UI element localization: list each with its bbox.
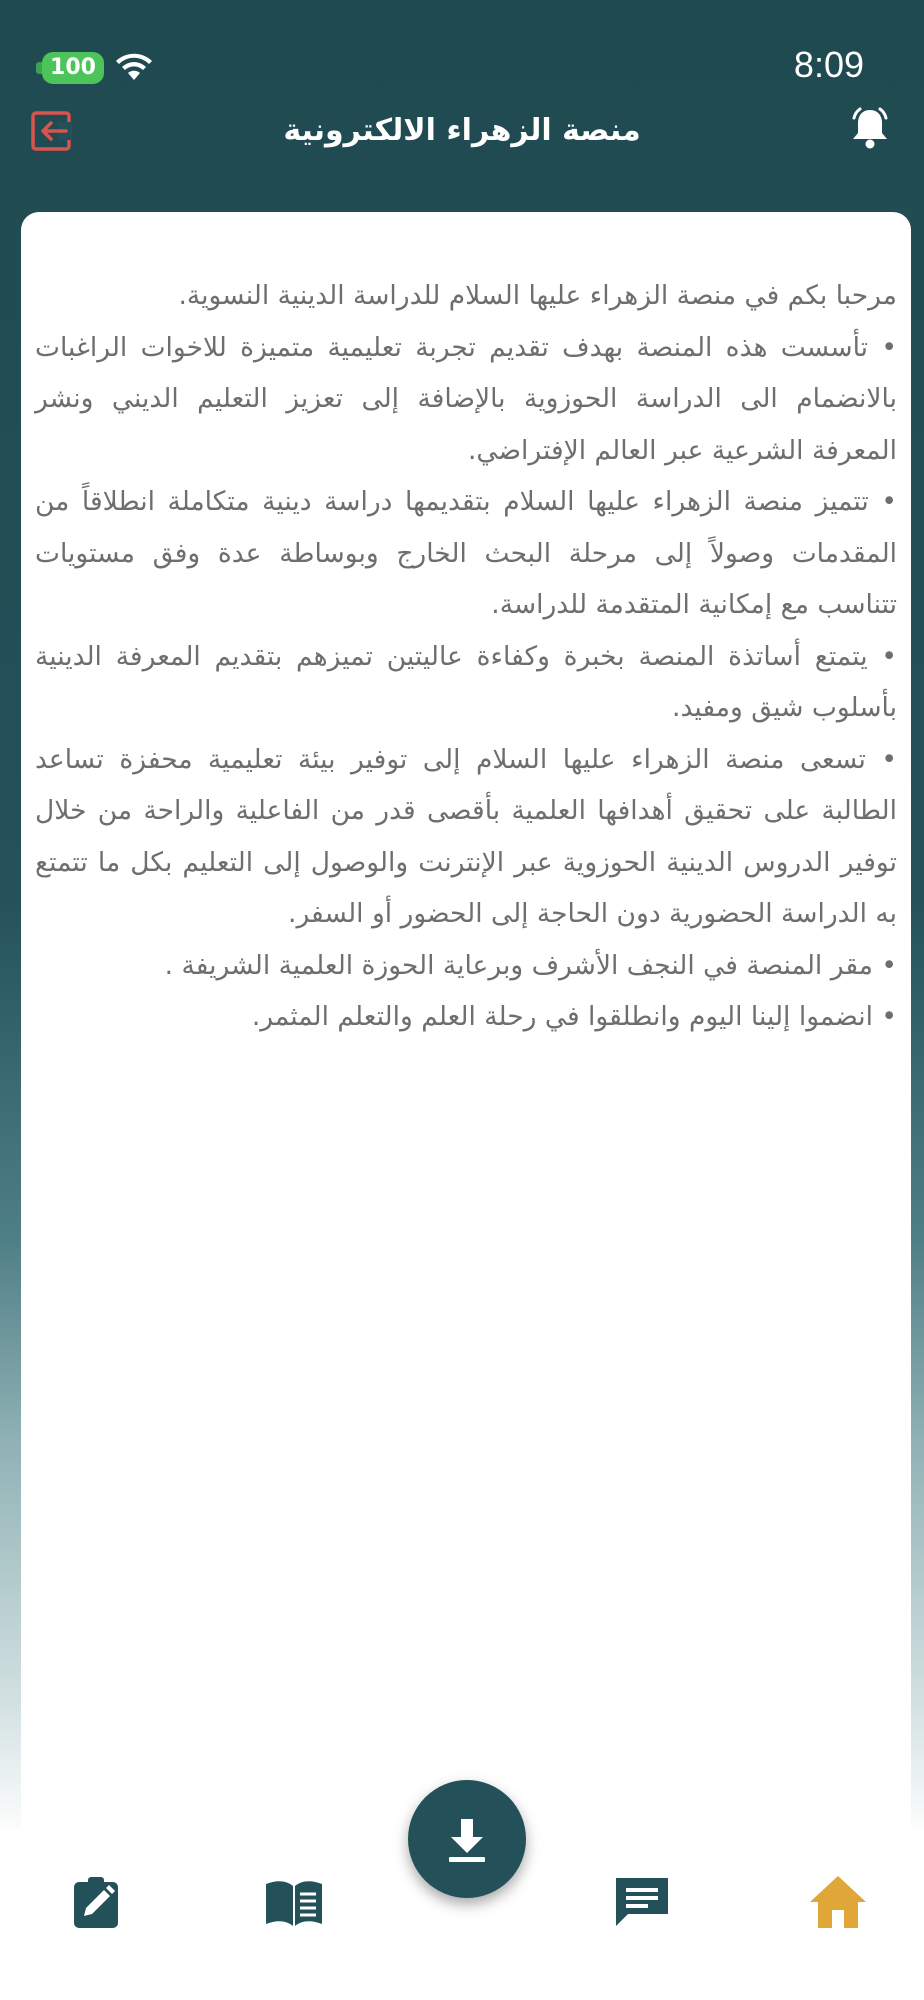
welcome-paragraph: مرحبا بكم في منصة الزهراء عليها السلام للدراسة الدينية النسوية. bbox=[178, 280, 897, 311]
list-item: • انضموا إلينا اليوم وانطلقوا في رحلة العلم والتعلم المثمر. bbox=[251, 1001, 897, 1032]
list-item: • تأسست هذه المنصة بهدف تقديم تجربة تعليمية متميزة للاخوات الراغبات بالانضمام الى الدراسة الحوزوية بالإضافة إلى تعزيز التعليم الديني ونشر المعرفة الشرعية عبر العالم الإفتراضي. bbox=[35, 331, 897, 466]
home-icon[interactable] bbox=[806, 1870, 870, 1934]
list-item: • تتميز منصة الزهراء عليها السلام بتقديمها دراسة دينية متكاملة انطلاقاً من المقدمات وصولاً إلى مرحلة البحث الخارج وبوساطة عدة وفق مستويات تتناسب مع إمكانية المتقدمة للدراسة. bbox=[35, 486, 897, 620]
clock-time: 8:09 bbox=[793, 44, 864, 85]
list-item: • تسعى منصة الزهراء عليها السلام إلى توفير بيئة تعليمية محفزة تساعد الطالبة على تحقيق أهدافها العلمية بأقصى قدر من الفاعلية والراحة من خلال توفير الدروس الدينية الحوزوية عبر الإنترنت والوصول إلى التعليم بكل ما تتمتع به الدراسة الحضورية دون الحاجة إلى الحضور أو السفر. bbox=[35, 743, 897, 929]
content-card bbox=[21, 212, 911, 1832]
bell-icon[interactable] bbox=[846, 104, 894, 152]
book-icon[interactable] bbox=[262, 1870, 326, 1934]
list-item: • مقر المنصة في النجف الأشرف وبرعاية الحوزة العلمية الشريفة . bbox=[164, 949, 897, 981]
download-icon bbox=[445, 1815, 489, 1863]
battery-indicator: 100 bbox=[42, 52, 104, 84]
page-title: منصة الزهراء الالكترونية bbox=[283, 113, 641, 148]
wifi-icon bbox=[114, 50, 154, 82]
chat-icon[interactable] bbox=[610, 1870, 674, 1934]
status-bar bbox=[0, 0, 924, 110]
edit-clipboard-icon[interactable] bbox=[66, 1870, 130, 1934]
about-text bbox=[35, 270, 897, 1043]
list-item: • يتمتع أساتذة المنصة بخبرة وكفاءة عاليتين تميزهم بتقديم المعرفة الدينية بأسلوب شيق ومفيد. bbox=[35, 640, 897, 723]
download-button[interactable] bbox=[408, 1780, 526, 1898]
app-header bbox=[0, 110, 924, 210]
